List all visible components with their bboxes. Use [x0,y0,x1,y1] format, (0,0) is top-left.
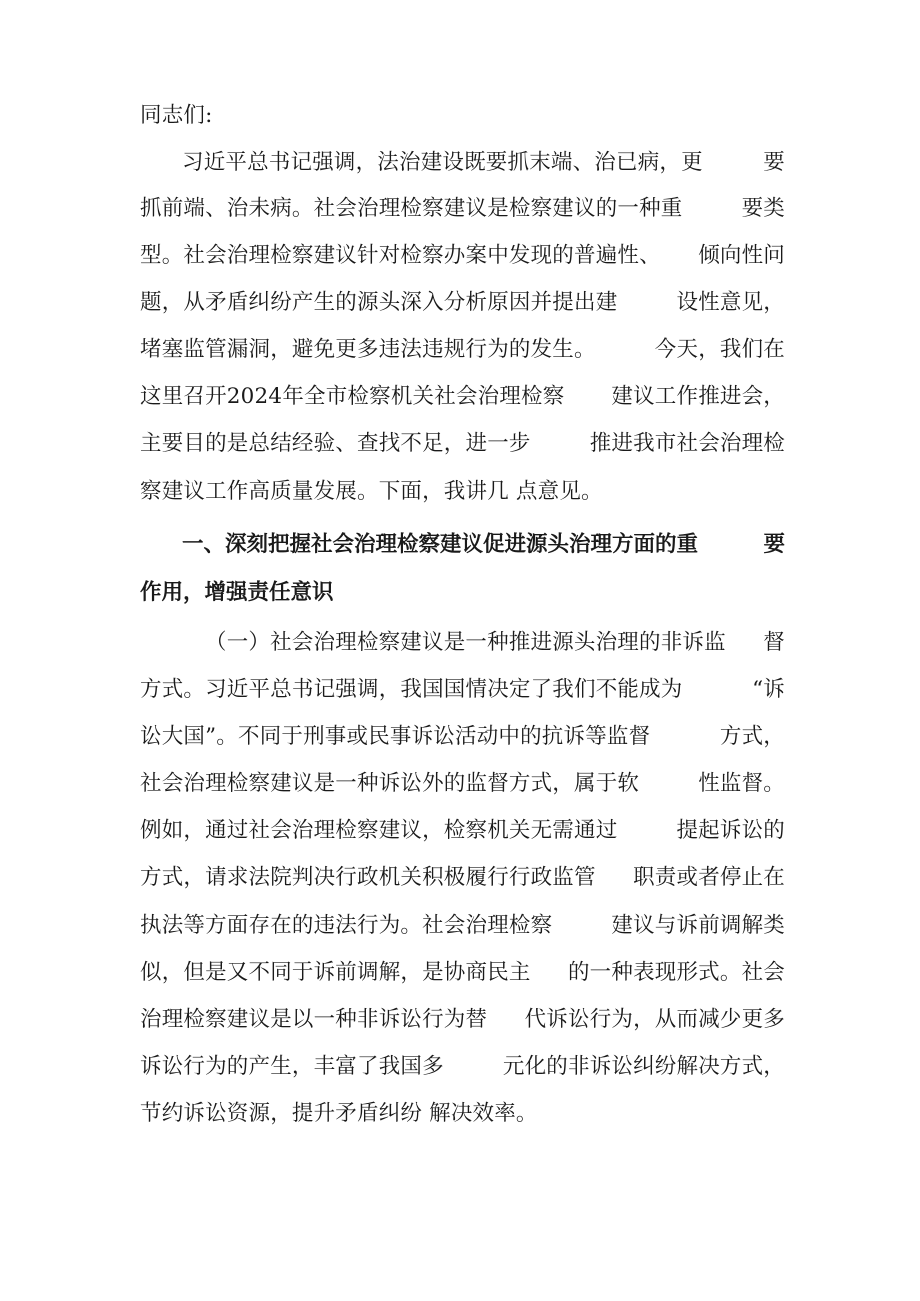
text-segment: 方式， [719,724,785,749]
text-segment: 的一种表现形式。社会 [567,960,785,985]
text-segment: 提起诉讼的 [676,818,785,843]
intro-line-3 [140,241,785,271]
section1-line-7 [140,911,785,941]
text-segment: 推进我市社会治理检 [589,431,785,456]
text-segment: 这里召开2024年全市检察机关社会治理检察 [140,384,565,409]
intro-line-2 [140,194,785,224]
section1-line-4 [140,769,785,799]
section1-line-5 [140,816,785,846]
text-segment: 建议工作推进会， [611,384,785,409]
text-segment: 讼大国”。不同于刑事或民事诉讼活动中的抗诉等监督 [140,724,651,749]
section1-line-3 [140,722,785,752]
intro-line-6 [140,382,785,412]
text-segment: 治理检察建议是以一种非诉讼行为替 [140,1007,488,1032]
text-segment: 堵塞监管漏洞，避免更多违法违规行为的发生。 [140,337,596,362]
text-segment: 性监督。 [698,771,785,796]
text-segment: 职责或者停止在 [633,865,785,890]
text-segment: （一）社会治理检察建议是一种推进源头治理的非诉监 [205,630,726,655]
text-segment: 例如，通过社会治理检察建议，检察机关无需通过 [140,818,618,843]
text-segment: 元化的非诉讼纠纷解决方式， [502,1054,785,1079]
text-segment: 设性意见， [676,290,785,315]
text-segment: 一、深刻把握社会治理检察建议促进源头治理方面的重 [182,532,699,557]
section1-line-11: 节约诉讼资源，提升矛盾纠纷 解决效率。 [140,1101,538,1126]
text-segment: 督 [763,630,785,655]
intro-line-4 [140,288,785,318]
text-segment: 要 [763,150,785,175]
text-segment: 型。社会治理检察建议针对检察办案中发现的普遍性、 [140,243,661,268]
intro-line-1 [182,148,785,178]
text-segment: 今天，我们在 [654,337,785,362]
text-segment: 习近平总书记强调，法治建设既要抓末端、治已病，更 [182,150,703,175]
text-segment: 方式，请求法院判决行政机关积极履行行政监管 [140,865,596,890]
section1-line-1 [205,628,785,658]
text-segment: “诉 [752,677,785,702]
section1-line-2 [140,675,785,705]
text-segment: 社会治理检察建议是一种诉讼外的监督方式，属于软 [140,771,640,796]
text-segment: 诉讼行为的产生，丰富了我国多 [140,1054,444,1079]
text-segment: 抓前端、治未病。社会治理检察建议是检察建议的一种重 [140,196,683,221]
text-segment: 要 [763,532,785,557]
intro-line-7 [140,429,785,459]
section1-line-8 [140,958,785,988]
text-segment: 方式。习近平总书记强调，我国国情决定了我们不能成为 [140,677,683,702]
section1-line-9 [140,1005,785,1035]
section1-line-6 [140,863,785,893]
intro-line-8: 察建议工作高质量发展。下面，我讲几 点意见。 [140,479,603,504]
section1-line-10 [140,1052,785,1082]
text-segment: 倾向性问 [698,243,785,268]
salutation: 同志们: [140,103,213,128]
text-segment: 题，从矛盾纠纷产生的源头深入分析原因并提出建 [140,290,618,315]
text-segment: 建议与诉前调解类 [611,913,785,938]
text-segment: 要类 [741,196,785,221]
text-segment: 执法等方面存在的违法行为。社会治理检察 [140,913,553,938]
section-heading-line-2: 作用，增强责任意识 [140,580,334,605]
section-heading-line-1 [182,530,785,560]
text-segment: 似，但是又不同于诉前调解，是协商民主 [140,960,531,985]
intro-line-5 [140,335,785,365]
text-segment: 代诉讼行为，从而减少更多 [524,1007,785,1032]
text-segment: 主要目的是总结经验、查找不足，进一步 [140,431,531,456]
